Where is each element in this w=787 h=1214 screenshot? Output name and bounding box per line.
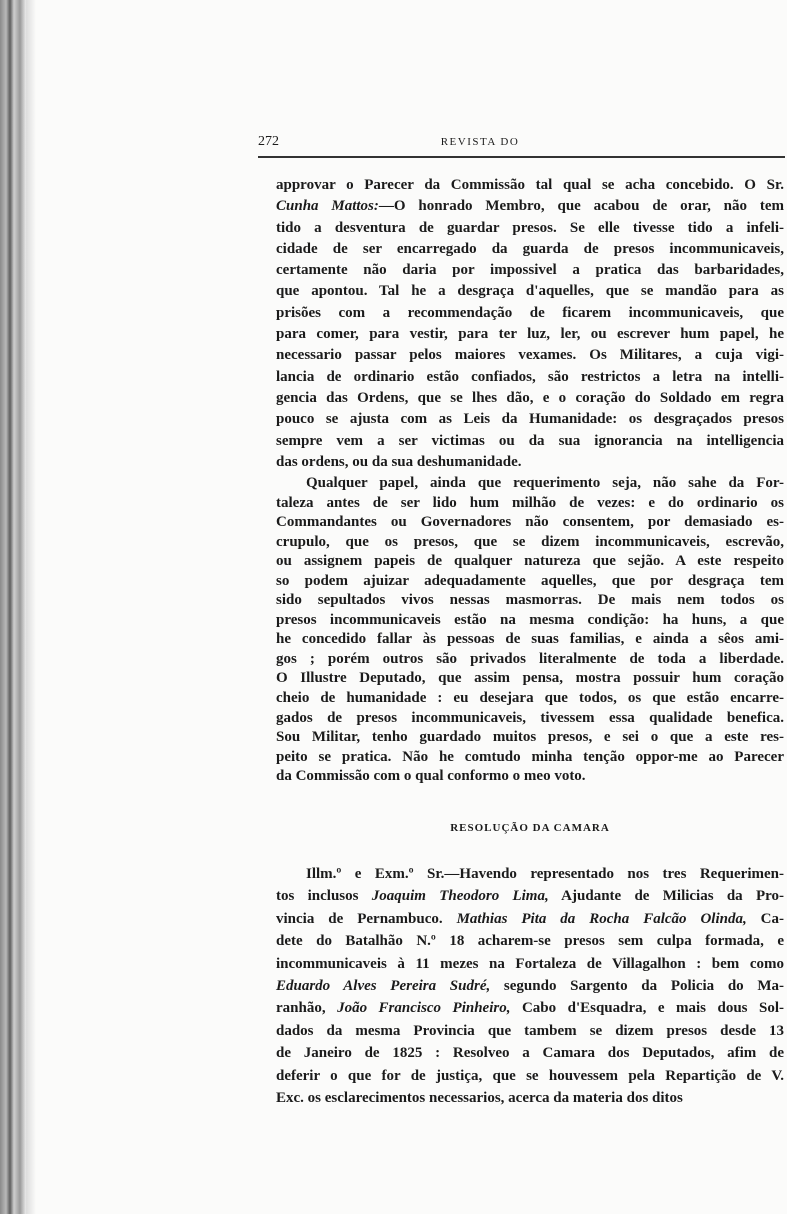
text-line — [276, 239, 784, 260]
text-line — [276, 513, 784, 533]
text-line — [276, 452, 784, 473]
text-segment: segundo Sargento da Policia do Ma- — [490, 977, 785, 994]
text-line — [276, 572, 784, 592]
text-line — [276, 431, 784, 452]
text-segment: Ajudante de Milicias da Pro- — [548, 888, 785, 905]
text-segment: vincia de Pernambuco. — [276, 910, 457, 927]
text-segment: lancia de ordinario estão confiados, são restrictos a letra na intelli- — [276, 368, 784, 385]
text-segment: ranhão, — [276, 1000, 338, 1017]
text-line — [276, 748, 784, 768]
text-line — [276, 175, 784, 196]
text-segment: peito se pratica. Não he comtudo minha tenção oppor-me ao Parecer — [276, 748, 784, 765]
text-segment: Commandantes ou Governadores não consentem, por demasiado es- — [276, 514, 784, 531]
text-segment: O Illustre Deputado, que assim pensa, mostra possuir hum coração — [276, 670, 784, 687]
text-segment: para comer, para vestir, para ter luz, ler, ou escrever hum papel, he — [276, 326, 784, 343]
text-line — [276, 885, 784, 907]
text-segment: de Janeiro de 1825 : Resolveo a Camara dos Deputados, afim de — [276, 1045, 784, 1062]
book-binding-edge — [0, 0, 26, 1214]
text-segment: so podem ajuizar adequadamente aquelles, que por desgraça tem — [276, 572, 784, 589]
text-segment: gencia das Ordens, que se lhes dão, e o coração do Soldado em regra — [276, 389, 784, 406]
italic-name: Eduardo Alves Pereira Sudré, — [276, 977, 491, 994]
text-segment: approvar o Parecer da Commissão tal qual se acha concebido. O Sr. — [276, 177, 784, 193]
text-segment: da Commissão com o qual conformo o meo voto. — [276, 768, 586, 785]
text-segment: —O honrado Membro, que acabou de orar, não tem — [378, 198, 784, 215]
text-line — [276, 533, 784, 553]
text-line — [276, 930, 784, 952]
text-line — [276, 218, 784, 239]
text-segment: que apontou. Tal he a desgraça d'aquelles, que se mandão para as — [276, 283, 784, 300]
text-segment: presos incommunicaveis estão na mesma condição: ha huns, a que — [276, 611, 784, 628]
italic-name: Cunha Mattos: — [276, 198, 379, 215]
text-line — [276, 591, 784, 611]
text-segment: pouco se ajusta com as Leis da Humanidade: os desgraçados presos — [276, 411, 784, 428]
text-line — [276, 303, 784, 324]
text-segment: crupulo, que os presos, que se dizem incommunicaveis, escrevão, — [276, 533, 784, 550]
text-line — [276, 1087, 784, 1109]
text-segment: sido sepultados vivos nessas masmorras. De mais nem todos os — [276, 592, 784, 609]
text-line — [276, 196, 784, 217]
italic-name: Mathias Pita da Rocha Falcão Olinda, — [456, 910, 747, 927]
text-segment: Cabo d'Esquadra, e mais dous Sol- — [510, 1000, 784, 1017]
text-segment: taleza antes de ser lido hum milhão de vezes: e do ordinario os — [276, 494, 784, 511]
text-line — [276, 650, 784, 670]
text-segment: tido a desventura de guardar presos. Se elle tivesse tido a infeli- — [276, 219, 784, 236]
text-segment: Qualquer papel, ainda que requerimento seja, não sahe da For- — [306, 475, 784, 491]
paragraph-speech — [276, 175, 784, 473]
text-line — [276, 863, 784, 885]
text-segment: he concedido fallar às pessoas de suas familias, e ainda a sêos ami- — [276, 631, 784, 648]
text-line — [276, 611, 784, 631]
text-line — [276, 630, 784, 650]
text-line — [276, 345, 784, 366]
text-segment: deferir o que for de justiça, que se houvessem pela Repartição de V. — [276, 1067, 784, 1084]
text-line — [276, 709, 784, 729]
text-segment: cidade de ser encarregado da guarda de presos incommunicaveis, — [276, 240, 784, 257]
text-line — [276, 367, 784, 388]
text-line — [276, 260, 784, 281]
text-segment: certamente não daria por impossivel a pratica das barbaridades, — [276, 262, 784, 279]
text-line — [276, 1042, 784, 1064]
text-segment: prisões com a recommendação de ficarem incommunicaveis, que — [276, 304, 784, 321]
text-line — [276, 997, 784, 1019]
paragraph-resolution — [276, 863, 784, 1109]
text-segment: Sou Militar, tenho guardado muitos presos, e sei o que a este res- — [276, 729, 784, 746]
text-segment: tos inclusos — [276, 888, 372, 905]
page-number: 272 — [258, 134, 279, 149]
section-heading: RESOLUÇÃO DA CAMARA — [450, 822, 610, 834]
text-line — [276, 474, 784, 494]
text-segment: das ordens, ou da sua deshumanidade. — [276, 453, 522, 470]
text-line — [276, 494, 784, 514]
running-title: REVISTA DO — [440, 136, 520, 148]
text-segment: necessario passar pelos maiores vexames. Os Militares, a cuja vigi- — [276, 347, 784, 364]
text-line — [276, 281, 784, 302]
paragraph-speech-continued — [276, 474, 784, 787]
text-line — [276, 1065, 784, 1087]
text-segment: Ca- — [746, 910, 785, 927]
text-line — [276, 975, 784, 997]
text-segment: Exc. os esclarecimentos necessarios, acerca da materia dos ditos — [276, 1089, 683, 1106]
text-line — [276, 388, 784, 409]
text-line — [276, 953, 784, 975]
text-line — [276, 409, 784, 430]
text-line — [276, 669, 784, 689]
text-segment: gados de presos incommunicaveis, tivessem essa qualidade benefica. — [276, 709, 784, 726]
text-segment: Illm.º e Exm.º Sr.—Havendo representado nos tres Requerimen- — [306, 866, 784, 882]
text-line — [276, 908, 784, 930]
text-segment: sempre vem a ser victimas ou da sua ignorancia na intelligencia — [276, 432, 784, 449]
text-line — [276, 728, 784, 748]
text-line — [276, 552, 784, 572]
page-gutter-shadow — [26, 0, 36, 1214]
text-line — [276, 324, 784, 345]
italic-name: Joaquim Theodoro Lima, — [371, 888, 549, 905]
text-segment: cheio de humanidade : eu desejara que todos, os que estão encarre- — [276, 690, 784, 707]
text-line — [276, 767, 784, 787]
italic-name: João Francisco Pinheiro, — [337, 1000, 511, 1017]
text-segment: incommunicaveis à 11 mezes na Fortaleza de Villagalhon : bem como — [276, 955, 784, 972]
text-segment: gos ; porém outros são privados literalmente de toda a liberdade. — [276, 650, 784, 667]
text-segment: dados da mesma Provincia que tambem se dizem presos desde 13 — [276, 1022, 784, 1039]
text-segment: ou assignem papeis de qualquer natureza que sejão. A este respeito — [276, 553, 784, 570]
text-line — [276, 1020, 784, 1042]
header-rule — [258, 156, 785, 158]
text-segment: dete do Batalhão N.º 18 acharem-se presos sem culpa formada, e — [276, 933, 784, 950]
text-line — [276, 689, 784, 709]
